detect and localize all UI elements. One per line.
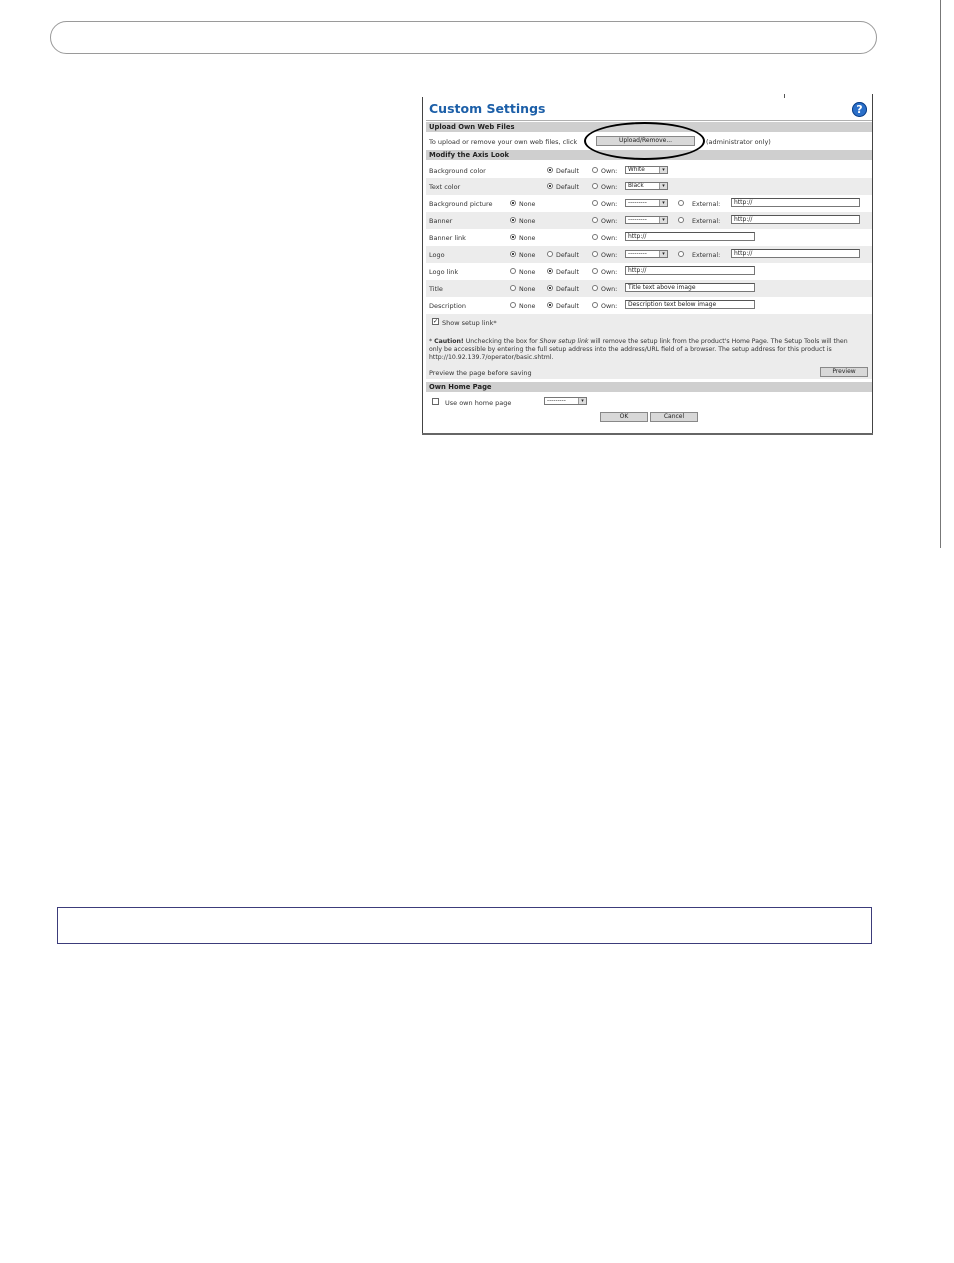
title-none-label: None	[519, 286, 536, 293]
logo-link-none-label: None	[519, 269, 536, 276]
banner-link-none-label: None	[519, 235, 536, 242]
logo-none-label: None	[519, 252, 536, 259]
logo-link-label: Logo link	[429, 268, 459, 276]
background-color-select[interactable]	[625, 166, 668, 174]
background-picture-select-value: ---------	[628, 200, 647, 206]
frame-right	[872, 94, 873, 435]
caution-emphasis: Show setup link	[539, 338, 589, 345]
row-description	[426, 297, 872, 314]
banner-select[interactable]	[625, 216, 668, 224]
logo-link-own-label: Own:	[601, 269, 618, 276]
caution-note	[429, 338, 861, 362]
caution-star: *	[429, 338, 435, 345]
show-setup-link-label: Show setup link*	[442, 319, 497, 327]
description-none-radio[interactable]	[510, 302, 516, 308]
title-default-radio[interactable]	[547, 285, 553, 291]
upload-remove-button[interactable]: Upload/Remove...	[596, 136, 695, 146]
banner-external-label: External:	[692, 218, 721, 225]
title-divider	[426, 120, 872, 121]
background-picture-url-field[interactable]: http://	[731, 198, 860, 207]
row-logo	[426, 246, 872, 263]
upload-instruction: To upload or remove your own web files, click	[429, 138, 578, 146]
page-header-bar	[50, 21, 877, 54]
administrator-only-note: (administrator only)	[706, 138, 771, 146]
text-color-default-label: Default	[556, 184, 580, 191]
row-own-home-page	[426, 394, 872, 408]
help-icon[interactable]: ?	[852, 102, 867, 117]
background-picture-none-label: None	[519, 201, 536, 208]
background-color-own-label: Own:	[601, 168, 618, 175]
banner-link-none-radio[interactable]	[510, 234, 516, 240]
cancel-button[interactable]: Cancel	[650, 412, 698, 422]
banner-label: Banner	[429, 217, 453, 225]
logo-link-default-radio[interactable]	[547, 268, 553, 274]
ok-button[interactable]: OK	[600, 412, 648, 422]
logo-none-radio[interactable]	[510, 251, 516, 257]
show-setup-link-checkbox[interactable]: ✓	[433, 318, 439, 325]
note-box	[57, 907, 872, 944]
title-none-radio[interactable]	[510, 285, 516, 291]
row-background-color	[426, 162, 872, 178]
description-default-radio[interactable]	[547, 302, 553, 308]
page-margin-line	[940, 0, 941, 548]
description-label: Description	[429, 302, 467, 310]
row-banner	[426, 212, 872, 229]
description-own-label: Own:	[601, 303, 618, 310]
caution-text-1: Unchecking the box for	[463, 338, 540, 345]
title-label: Title	[429, 285, 443, 293]
row-background-picture	[426, 195, 872, 212]
background-picture-external-radio[interactable]	[678, 200, 684, 206]
text-color-value: Black	[628, 183, 644, 189]
select-arrow-icon: ▾	[659, 183, 667, 189]
title-text-field[interactable]: Title text above image	[625, 283, 755, 292]
logo-default-radio[interactable]	[547, 251, 553, 257]
frame-left	[422, 97, 423, 435]
banner-url-field[interactable]: http://	[731, 215, 860, 224]
select-arrow-icon: ▾	[578, 398, 586, 404]
own-home-page-select-value: ---------	[547, 398, 566, 404]
logo-url-field[interactable]: http://	[731, 249, 860, 258]
banner-link-own-radio[interactable]	[592, 234, 598, 240]
background-picture-label: Background picture	[429, 200, 493, 208]
crop-tick	[784, 94, 785, 98]
preview-label: Preview the page before saving	[429, 369, 532, 377]
banner-external-radio[interactable]	[678, 217, 684, 223]
description-default-label: Default	[556, 303, 580, 310]
own-home-page-select[interactable]	[544, 397, 587, 405]
logo-own-label: Own:	[601, 252, 618, 259]
background-picture-own-radio[interactable]	[592, 200, 598, 206]
caution-text-2: will remove the setup link from the product's Home Page. The Setup Tools will then only be accessible by entering the full setup address into the address/URL field of a browser. The setup address for this product is http://10.92.139.7/operator/basic.shtml.	[429, 338, 848, 361]
title-own-radio[interactable]	[592, 285, 598, 291]
title-own-label: Own:	[601, 286, 618, 293]
background-picture-external-label: External:	[692, 201, 721, 208]
banner-select-value: ---------	[628, 217, 647, 223]
caution-label: Caution!	[434, 338, 464, 345]
select-arrow-icon: ▾	[659, 167, 667, 173]
preview-button[interactable]: Preview	[820, 367, 868, 377]
panel-title: Custom Settings	[429, 101, 546, 116]
row-banner-link	[426, 229, 872, 246]
banner-own-label: Own:	[601, 218, 618, 225]
background-color-default-radio[interactable]	[547, 167, 553, 173]
banner-link-url-field[interactable]: http://	[625, 232, 755, 241]
background-picture-none-radio[interactable]	[510, 200, 516, 206]
banner-own-radio[interactable]	[592, 217, 598, 223]
logo-own-radio[interactable]	[592, 251, 598, 257]
background-picture-own-label: Own:	[601, 201, 618, 208]
banner-link-label: Banner link	[429, 234, 466, 242]
highlight-ellipse	[584, 122, 705, 160]
frame-bottom	[422, 433, 873, 435]
text-color-label: Text color	[429, 183, 461, 191]
description-text-field[interactable]: Description text below image	[625, 300, 755, 309]
description-own-radio[interactable]	[592, 302, 598, 308]
section-own-home-page: Own Home Page	[426, 382, 872, 392]
text-color-select[interactable]	[625, 182, 668, 190]
section-upload-web-files: Upload Own Web Files	[426, 122, 872, 132]
background-color-label: Background color	[429, 167, 486, 175]
banner-link-own-label: Own:	[601, 235, 618, 242]
background-color-value: White	[628, 167, 645, 173]
use-own-home-page-checkbox[interactable]	[432, 398, 439, 405]
logo-link-none-radio[interactable]	[510, 268, 516, 274]
logo-external-radio[interactable]	[678, 251, 684, 257]
logo-link-default-label: Default	[556, 269, 580, 276]
logo-link-url-field[interactable]: http://	[625, 266, 755, 275]
custom-settings-screenshot	[421, 94, 873, 435]
text-color-own-radio[interactable]	[592, 183, 598, 189]
banner-none-label: None	[519, 218, 536, 225]
background-color-own-radio[interactable]	[592, 167, 598, 173]
row-preview	[426, 365, 872, 379]
text-color-default-radio[interactable]	[547, 183, 553, 189]
banner-none-radio[interactable]	[510, 217, 516, 223]
section-modify-axis-look: Modify the Axis Look	[426, 150, 872, 160]
select-arrow-icon: ▾	[659, 217, 667, 223]
use-own-home-page-label: Use own home page	[445, 399, 512, 407]
description-none-label: None	[519, 303, 536, 310]
select-arrow-icon: ▾	[659, 251, 667, 257]
title-default-label: Default	[556, 286, 580, 293]
background-color-default-label: Default	[556, 168, 580, 175]
text-color-own-label: Own:	[601, 184, 618, 191]
row-text-color	[426, 178, 872, 195]
row-logo-link	[426, 263, 872, 280]
logo-default-label: Default	[556, 252, 580, 259]
logo-label: Logo	[429, 251, 445, 259]
background-picture-select[interactable]	[625, 199, 668, 207]
logo-select[interactable]	[625, 250, 668, 258]
logo-select-value: ---------	[628, 251, 647, 257]
row-title	[426, 280, 872, 297]
select-arrow-icon: ▾	[659, 200, 667, 206]
logo-external-label: External:	[692, 252, 721, 259]
logo-link-own-radio[interactable]	[592, 268, 598, 274]
